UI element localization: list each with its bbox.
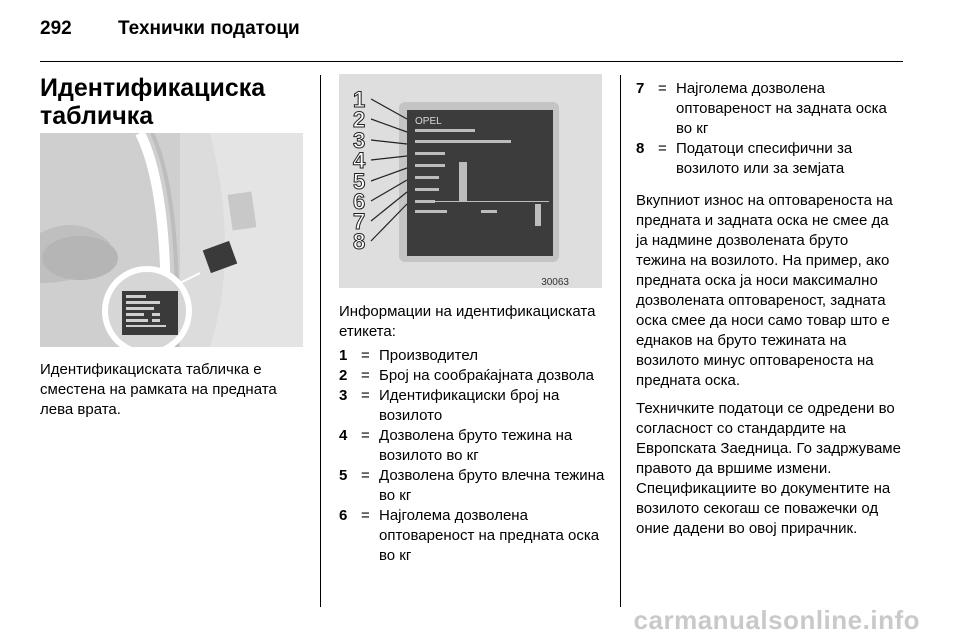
callout-4: 4 bbox=[353, 148, 366, 173]
list-item: 6 = Најголема дозволена оптовареност на предната оска во кг bbox=[339, 507, 600, 564]
left-caption-block bbox=[40, 360, 308, 428]
list-item: 3 = Идентификациски број на возилото bbox=[339, 387, 560, 424]
section-heading: Идентификациска табличка bbox=[40, 74, 266, 130]
callout-8: 8 bbox=[353, 229, 366, 254]
id-plate-illustration bbox=[339, 74, 602, 288]
list-item: 7 = Најголема дозволена оптовареност на задната оска во кг bbox=[636, 80, 887, 137]
callout-2: 2 bbox=[353, 107, 366, 132]
figure-caption: Идентификациската табличка е сместена на рамката на предната лева врата. bbox=[40, 361, 277, 418]
page-number: 292 bbox=[40, 18, 72, 39]
list-item: 4 = Дозволена бруто тежина на возилото во кг bbox=[339, 427, 573, 464]
id-plate-figure bbox=[339, 74, 602, 288]
id-items-list bbox=[339, 346, 609, 566]
list-item: 8 = Податоци спесифични за возилото или за земјата bbox=[636, 140, 853, 177]
middle-column bbox=[339, 302, 609, 566]
list-item: 5 = Дозволена бруто влечна тежина во кг bbox=[339, 467, 605, 504]
door-frame-illustration bbox=[40, 133, 303, 347]
section-title: Технички податоци bbox=[118, 18, 300, 39]
column-divider-1 bbox=[320, 75, 321, 607]
callout-1: 1 bbox=[353, 87, 366, 112]
right-column bbox=[636, 79, 902, 547]
column-divider-2 bbox=[620, 75, 621, 607]
id-items-list-continued bbox=[636, 79, 902, 179]
callout-5: 5 bbox=[353, 169, 366, 194]
callout-7: 7 bbox=[353, 209, 366, 234]
header-rule bbox=[40, 61, 903, 62]
callout-3: 3 bbox=[353, 128, 366, 153]
door-frame-figure bbox=[40, 133, 303, 347]
page-header bbox=[40, 18, 300, 40]
paragraph-axle-load: Вкупниот износ на оптовареноста на предната и задната оска не смее да ја надмине дозволената бруто тежина на возилото. На пример, ако предната оска ја носи максимално дозволената оптовареност, задната оска смее да носи само товар што е еднаков на бруто тежината на возилото минус оптовареноста на предната оска. bbox=[636, 192, 893, 389]
list-item: 2 = Број на сообраќајната дозвола bbox=[339, 367, 594, 384]
plate-brand: OPEL bbox=[415, 116, 442, 127]
callout-6: 6 bbox=[353, 189, 366, 214]
paragraph-technical-data: Техничките податоци се одредени во согласност со стандардите на Европската Заедница. Го задржуваме правото да вршиме измени. Спецификациите во документите на возилото секогаш се поважечки од оние дадени во овој прирачник. bbox=[636, 400, 901, 537]
list-item: 1 = Производител bbox=[339, 347, 478, 364]
left-column bbox=[40, 74, 308, 130]
figure-code: 30063 bbox=[541, 277, 569, 288]
items-intro: Информации на идентификациската етикета: bbox=[339, 303, 596, 340]
watermark: carmanualsonline.info bbox=[633, 605, 920, 635]
